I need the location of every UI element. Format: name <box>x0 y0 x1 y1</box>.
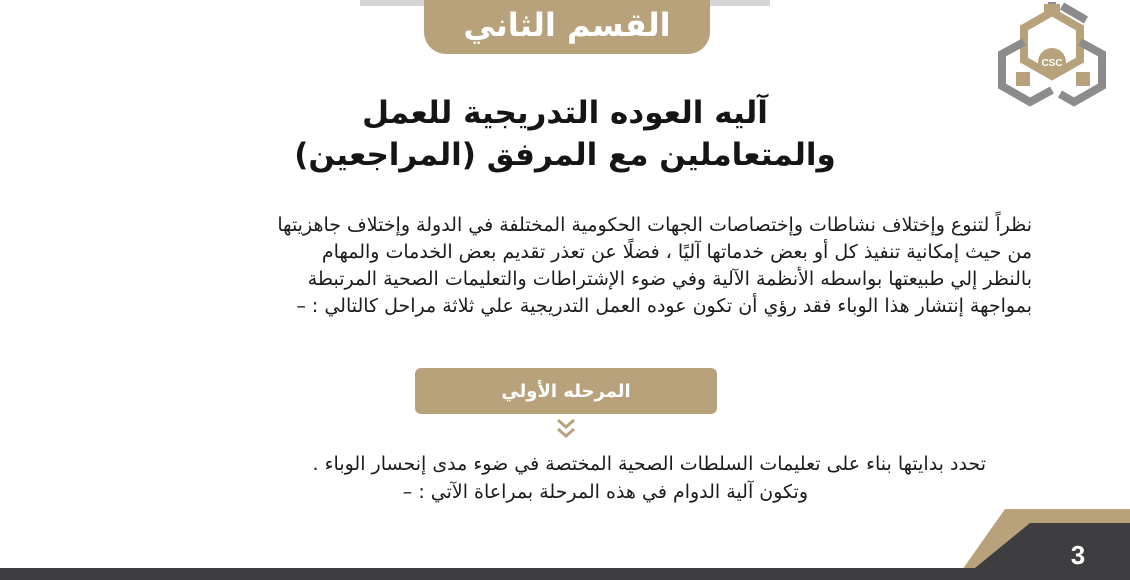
csc-logo <box>990 2 1114 112</box>
page-title-line-1: آليه العوده التدريجية للعمل <box>362 95 768 131</box>
phase-text-line-1: تحدد بدايتها بناء على تعليمات السلطات الصحية المختصة في ضوء مدى إنحسار الوباء . <box>312 453 986 475</box>
page-title <box>220 92 910 176</box>
logo-text: CSC <box>1041 58 1063 69</box>
header-divider-left <box>360 0 430 6</box>
paragraph-line: نظراً لتنوع وإختلاف نشاطات وإختصاصات الجهات الحكومية المختلفة في الدولة وإختلاف جاهزيتها <box>277 214 1032 236</box>
phase-one-label: المرحله الأولي <box>415 368 717 414</box>
paragraph-line: من حيث إمكانية تنفيذ كل أو بعض خدماتها آليًا ، فضلًا عن تعذر تقديم بعض الخدمات والمهام <box>321 241 1032 263</box>
phase-one-description <box>140 450 986 506</box>
double-chevron-down-icon <box>555 417 577 441</box>
section-header-tab <box>424 0 710 54</box>
phase-text-line-2: وتكون آلية الدوام في هذه المرحلة بمراعاة الآتي : – <box>402 481 808 503</box>
paragraph-line: بمواجهة إنتشار هذا الوباء فقد رؤي أن تكون عوده العمل التدريجية علي ثلاثة مراحل كالتالي : – <box>296 295 1032 317</box>
section-title: القسم الثاني <box>463 6 671 44</box>
footer-band <box>0 505 1130 580</box>
page-title-line-2: والمتعاملين مع المرفق (المراجعين) <box>294 137 836 173</box>
page-number: 3 <box>1070 540 1086 570</box>
intro-paragraph <box>88 212 1032 320</box>
paragraph-line: بالنظر إلي طبيعتها بواسطه الأنظمة الآلية وفي ضوء الإشتراطات والتعليمات الصحية المرتبطة <box>307 268 1032 290</box>
header-divider-right <box>705 0 770 6</box>
